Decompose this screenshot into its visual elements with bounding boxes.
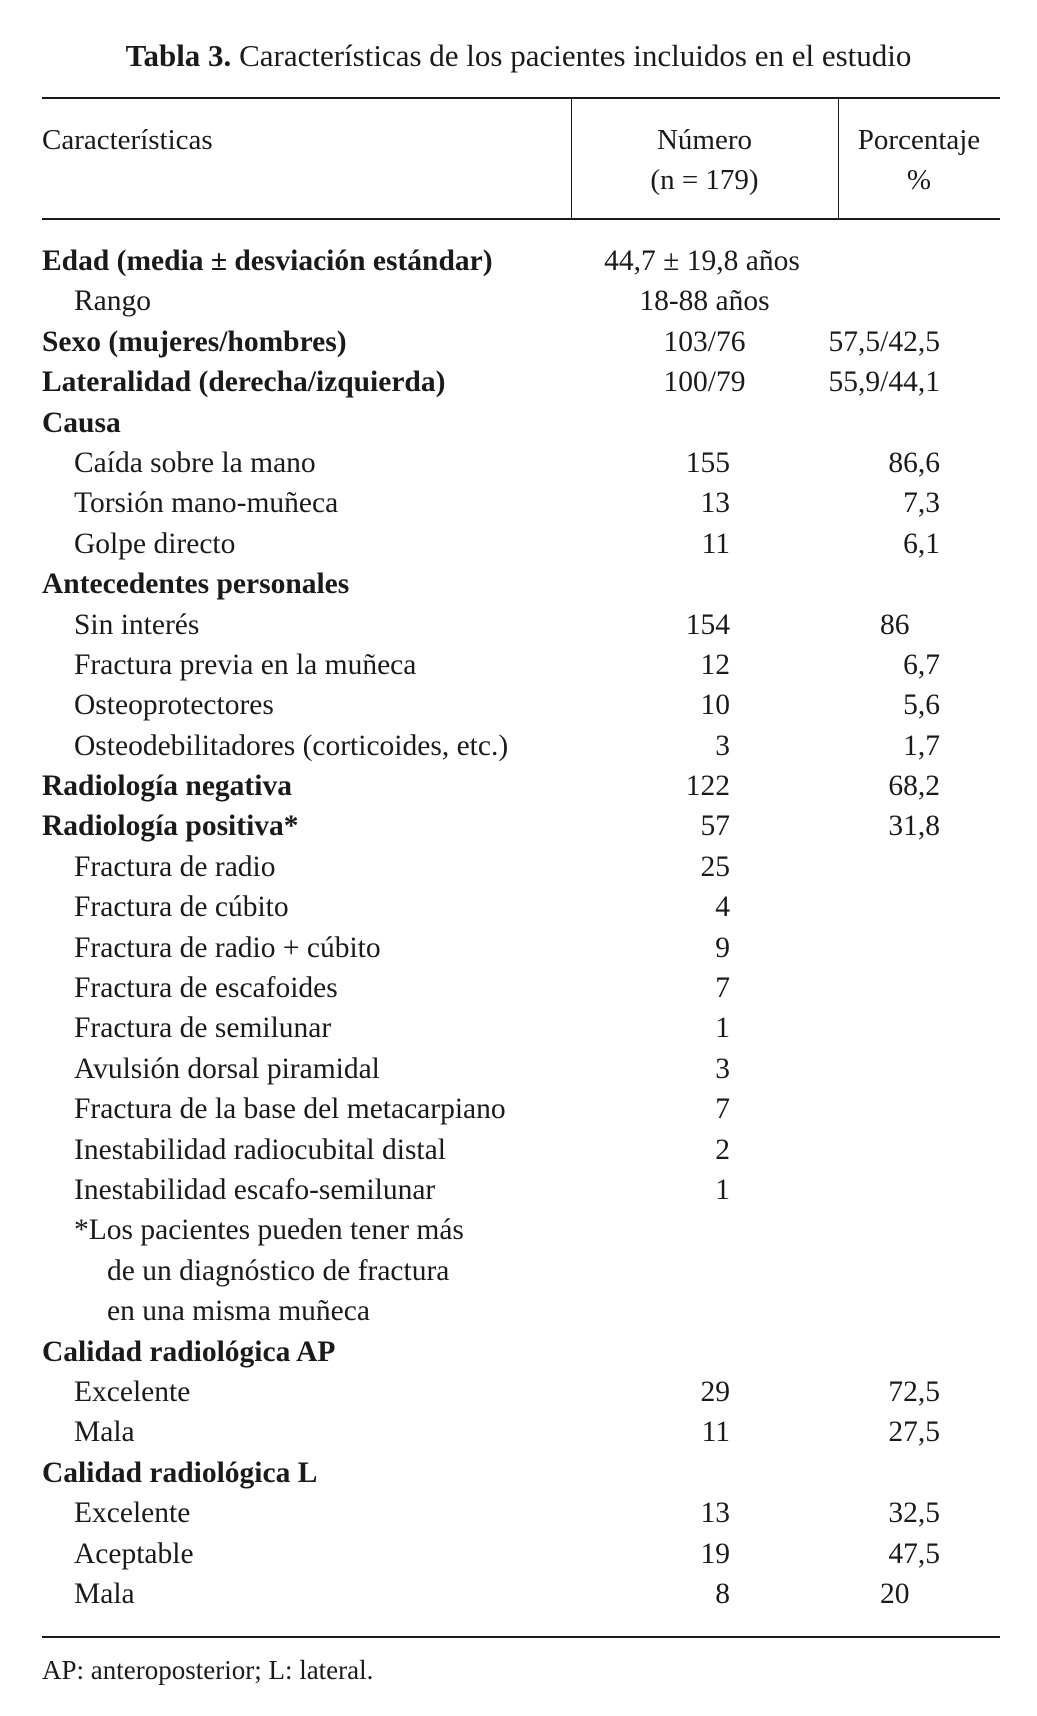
header-numero-line1: Número	[656, 124, 753, 156]
header-porcentaje-line2: %	[906, 164, 932, 196]
header-numero	[571, 120, 838, 200]
row-label: Rango	[74, 285, 152, 318]
row-number: 8	[715, 1577, 730, 1610]
row-number: 154	[685, 608, 730, 641]
row-label: Excelente	[74, 1497, 191, 1530]
row-percent: 47,5	[888, 1537, 940, 1570]
row-label: Fractura de la base del metacarpiano	[74, 1093, 506, 1126]
table-row	[0, 1372, 1037, 1412]
row-number: 25	[700, 850, 730, 883]
row-number: 7	[715, 1093, 730, 1126]
row-percent: 5,6	[903, 689, 940, 722]
table-row	[0, 1008, 1037, 1048]
footnote-row	[0, 1210, 1037, 1250]
row-percent: 1,7	[903, 729, 940, 762]
footnote-text: en una misma muñeca	[107, 1295, 370, 1328]
bottom-rule	[42, 1636, 1000, 1638]
row-percent: 68,2	[888, 770, 940, 803]
row-number: 1	[715, 1012, 730, 1045]
row-label: Lateralidad (derecha/izquierda)	[42, 366, 446, 399]
table-row	[0, 928, 1037, 968]
row-number: 155	[685, 446, 730, 479]
row-number: 13	[700, 487, 730, 520]
table-row	[0, 806, 1037, 846]
row-number: 19	[700, 1537, 730, 1570]
row-number: 12	[700, 648, 730, 681]
table-row	[0, 685, 1037, 725]
table-title	[0, 36, 1037, 76]
row-number: 18-88 años	[639, 285, 770, 318]
table-row	[0, 605, 1037, 645]
table-row	[0, 241, 1037, 281]
row-number: 11	[701, 1416, 730, 1449]
table-row	[0, 443, 1037, 483]
row-number: 100/79	[663, 366, 746, 399]
row-label: Radiología positiva*	[42, 810, 299, 843]
table-row	[0, 403, 1037, 443]
row-label: Sin interés	[74, 608, 200, 641]
table-row	[0, 847, 1037, 887]
table-title-text: Características de los pacientes incluidos en el estudio	[239, 38, 912, 73]
row-label: Fractura de radio + cúbito	[74, 931, 381, 964]
row-percent: 55,9/44,1	[828, 366, 940, 399]
row-percent: 72,5	[888, 1375, 940, 1408]
table-row	[0, 322, 1037, 362]
table-row	[0, 483, 1037, 523]
table-row	[0, 1453, 1037, 1493]
table-row	[0, 1049, 1037, 1089]
row-number: 57	[700, 810, 730, 843]
row-label: Caída sobre la mano	[74, 446, 316, 479]
row-label: Calidad radiológica L	[42, 1456, 318, 1489]
table-footnote: AP: anteroposterior; L: lateral.	[42, 1655, 374, 1685]
row-label: Edad (media ± desviación estándar)	[42, 245, 493, 277]
row-percent: 31,8	[888, 810, 940, 843]
row-number: 2	[715, 1133, 730, 1166]
table-row	[0, 564, 1037, 604]
footnote-row	[0, 1291, 1037, 1331]
row-label: Mala	[74, 1416, 135, 1449]
row-label: Fractura de semilunar	[74, 1012, 332, 1045]
row-percent: 57,5/42,5	[828, 325, 940, 358]
table-row	[0, 1412, 1037, 1452]
row-label: Aceptable	[74, 1537, 194, 1570]
row-number: 44,7 ± 19,8 años	[604, 245, 800, 277]
row-label: Antecedentes personales	[42, 568, 350, 601]
row-label: Mala	[74, 1577, 135, 1610]
header-porcentaje-line1: Porcentaje	[857, 124, 981, 156]
row-label: Golpe directo	[74, 527, 236, 560]
row-percent: 6,7	[903, 648, 940, 681]
table-row	[0, 524, 1037, 564]
row-label: Excelente	[74, 1375, 191, 1408]
row-number: 29	[700, 1375, 730, 1408]
row-number: 4	[715, 891, 730, 924]
footnote-row	[0, 1251, 1037, 1291]
table-row	[0, 1574, 1037, 1614]
footnote-text: *Los pacientes pueden tener más	[74, 1214, 464, 1247]
row-percent: 32,5	[888, 1497, 940, 1530]
row-label: Radiología negativa	[42, 770, 292, 803]
header-porcentaje	[838, 120, 1000, 200]
table-row	[0, 1130, 1037, 1170]
table-body	[0, 241, 1037, 1614]
top-rule	[42, 97, 1000, 99]
table-row	[0, 1493, 1037, 1533]
row-label: Osteodebilitadores (corticoides, etc.)	[74, 729, 509, 762]
table-row	[0, 726, 1037, 766]
row-number: 122	[685, 770, 730, 803]
table-row	[0, 1332, 1037, 1372]
row-percent: 20	[880, 1577, 910, 1610]
row-label: Torsión mano-muñeca	[74, 487, 339, 520]
header-numero-line2: (n = 179)	[650, 164, 759, 196]
row-percent: 86	[880, 608, 910, 641]
row-label: Fractura de cúbito	[74, 891, 289, 924]
row-percent: 6,1	[903, 527, 940, 560]
row-number: 13	[700, 1497, 730, 1530]
header-caracteristicas: Características	[42, 124, 213, 156]
row-number: 1	[715, 1173, 730, 1206]
row-number: 103/76	[663, 325, 746, 358]
row-number: 7	[715, 972, 730, 1005]
row-label: Fractura previa en la muñeca	[74, 648, 417, 681]
row-label: Osteoprotectores	[74, 689, 274, 722]
row-number: 10	[700, 689, 730, 722]
row-label: Inestabilidad radiocubital distal	[74, 1133, 446, 1166]
row-number: 3	[715, 729, 730, 762]
table-row	[0, 1534, 1037, 1574]
table-row	[0, 362, 1037, 402]
row-percent: 86,6	[888, 446, 940, 479]
table-title-label: Tabla 3.	[125, 38, 232, 73]
row-label: Sexo (mujeres/hombres)	[42, 325, 347, 358]
row-number: 3	[715, 1052, 730, 1085]
table-row	[0, 1170, 1037, 1210]
table-row	[0, 645, 1037, 685]
row-label: Avulsión dorsal piramidal	[74, 1052, 380, 1085]
footnote-text: de un diagnóstico de fractura	[107, 1254, 450, 1287]
table-row	[0, 968, 1037, 1008]
row-label: Calidad radiológica AP	[42, 1335, 336, 1368]
row-label: Inestabilidad escafo-semilunar	[74, 1173, 436, 1206]
row-percent: 7,3	[903, 487, 940, 520]
row-label: Causa	[42, 406, 121, 439]
row-number: 9	[715, 931, 730, 964]
table-row	[0, 281, 1037, 321]
row-label: Fractura de radio	[74, 850, 276, 883]
row-number: 11	[701, 527, 730, 560]
header-rule	[42, 218, 1000, 220]
row-percent: 27,5	[888, 1416, 940, 1449]
row-label: Fractura de escafoides	[74, 972, 338, 1005]
table-row	[0, 1089, 1037, 1129]
table-row	[0, 887, 1037, 927]
table-row	[0, 766, 1037, 806]
